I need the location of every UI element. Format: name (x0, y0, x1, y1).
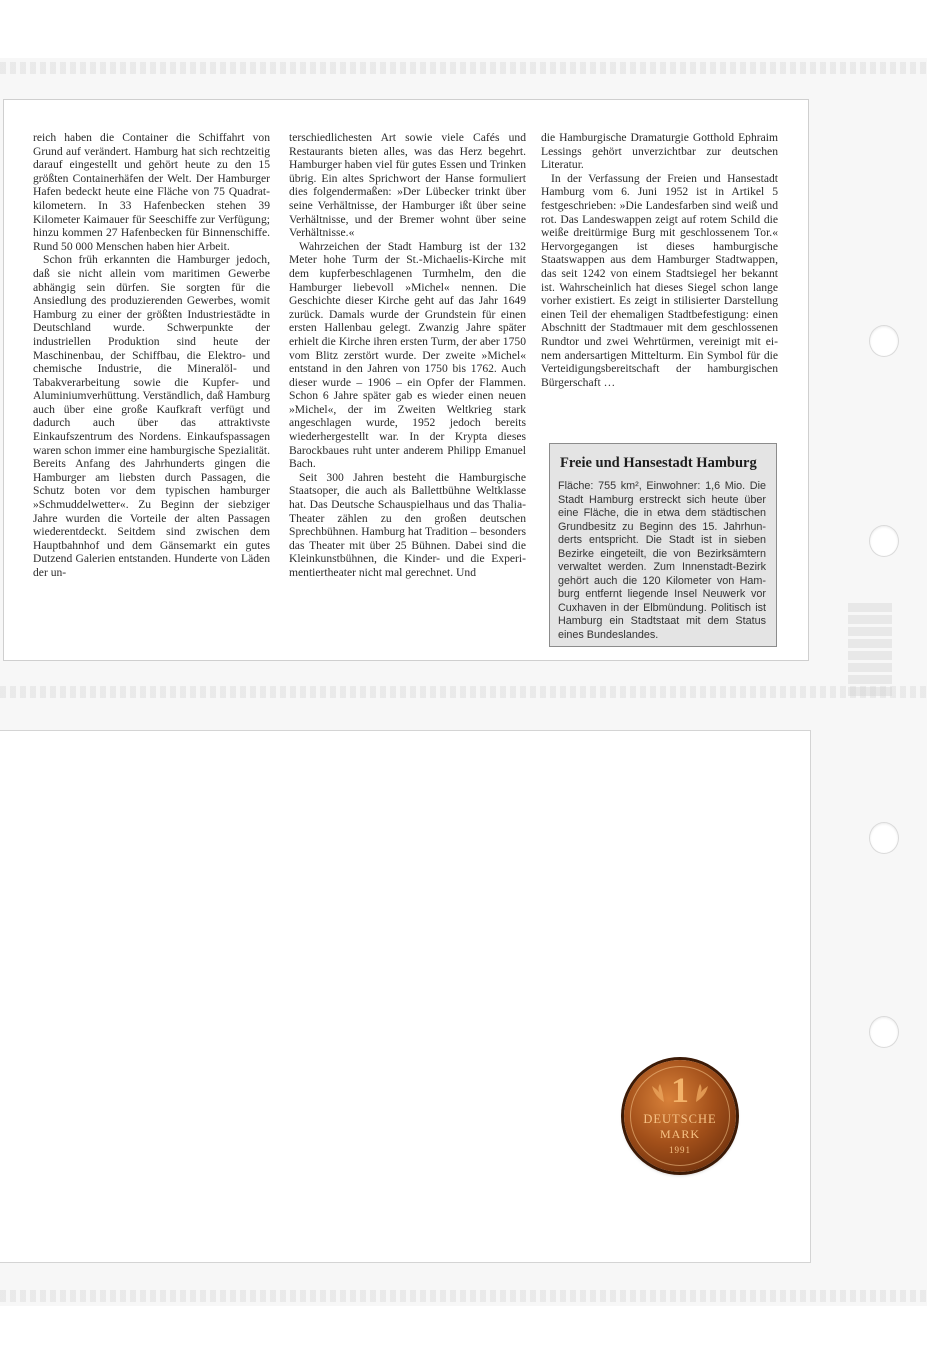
binder-hole-middle (869, 525, 899, 557)
info-card (3, 99, 809, 661)
binder-hole-lower (869, 822, 899, 854)
paragraph: Schon früh erkannten die Hamburger jedoch, daß sie nicht allein vom maritimen Gewerbe abhängig sein dürfen. Sie sorgten für die Ansiedlung des produzierenden Gewerbes, womit Hamburg zu einer der größten Industriestädte in Deutschland wurde. Schwerpunkte der industriellen Produktion sind heute der Maschinenbau, der Schiffbau, die Elektro- und chemische Industrie, die Mineralöl- und Tabakverarbeitung sowie die Kupfer- und Aluminiumverhüttung. Verständlich, daß Hamburg auch über eine große Kaufkraft verfügt und dadurch auch über das attraktivste Einkaufszentrum des Nordens. Einkaufspassagen waren schon immer eine hamburgische Spezialität. Bereits Anfang des Jahrhunderts gingen die Hamburger am liebsten durch Passagen, die Schutz boten vor dem typischen hamburger »Schmuddelwetter«. Zu Beginn der siebziger Jahre wurden die Vorteile der alten Passagen wiederentdeckt. Seitdem sind zwischen dem Hauptbahnhof und dem Gänsemarkt ein gutes Dutzend Galerien entstanden. Hunderte von Läden der un- (33, 253, 270, 579)
fact-box-text: Fläche: 755 km², Einwohner: 1,6 Mio. Die Stadt Hamburg erstreckt sich heute über eine Fläche, die in etwa dem städtischen Grundbesitz zu Beginn des 15. Jahrhunderts entspricht. Die Stadt ist in sieben Bezirke eingeteilt, die von Bezirksämtern verwaltet werden. Zum Innenstadt-Bezirk gehört auch die 120 Kilometer von Hamburg entfernt liegende Insel Neuwerk vor Cuxhaven in der Elbmündung. Politisch ist Hamburg ein Stadtstaat mit dem Status eines Bundeslandes. (558, 480, 766, 641)
paragraph: In der Verfassung der Freien und Hansestadt Hamburg vom 6. Juni 1952 ist in Artikel 5 festgeschrieben: »Die Landesfarben sind weiß und rot. Das Landeswappen zeigt auf rotem Schild die weiße dreitürmige Burg mit geschlossenem Tor.« Hervorgegangen ist dieses hamburgische Staatswappen aus dem Hamburger Stadtwappen, das seit 1242 von einem Stadtsiegel her bekannt ist. Wahrscheinlich hat dieses Siegel schon lange vorher existiert. Es zeigt in stilisierter Darstellung einen Teil der ehemaligen Stadtbefestigung: einen Abschnitt der Stadtmauer mit dem geschlossenen Rundtor und zwei Wehrtürmen, vereinigt mit einem andersartigen Mittelturm. Ein Symbol für die Verteidigungsbereitschaft der hamburgischen Bürgerschaft … (541, 171, 778, 389)
paragraph: reich haben die Container die Schiffahrt von Grund auf verändert. Hamburg hat sich rechtzeitig darauf eingestellt und gehört heute zu den 15 größten Containerhäfen der Welt. Der Hamburger Hafen bedeckt heute eine Fläche von 75 Quadratkilometern. In 33 Hafenbecken stehen 39 Kilometer Kaimauer für Seeschiffe zur Verfügung; hinzu kommen 27 Hafenbecken für Binnenschiffe. Rund 50 000 Menschen haben hier Arbeit. (33, 131, 270, 253)
sleeve-imprint (848, 600, 892, 730)
sleeve-top-edge (0, 62, 927, 74)
sleeve-bottom-edge (0, 1290, 927, 1302)
coin-inscription-deutsche: DEUTSCHE (643, 1112, 717, 1126)
paragraph: Seit 300 Jahren besteht die Hamburgische Staatsoper, die auch als Ballettbühne Weltklasse hat. Das Deutsche Schauspielhaus und das Thalia-Theater zählen zu den großen deutschen Sprechbühnen. Hamburg hat Tradition – besonders das Theater mit über 25 Bühnen. Dabei sind die Kleinkunstbühnen, die Kinder- und die Experimentiertheater nicht mal gerechnet. Und (289, 470, 526, 579)
binder-hole-top (869, 325, 899, 357)
binder-hole-bottom (869, 1016, 899, 1048)
paragraph: terschiedlichesten Art sowie viele Cafés und Restaurants bieten alles, was das Herz begehrt. Hamburger haben viel für gutes Essen und Trinken übrig. Ein altes Sprichwort der Hanse formuliert dies folgendermaßen: »Der Lübecker trinkt über seine Verhältnisse, der Hamburger ißt über seine Verhältnisse, und der Bremer wohnt über seine Verhältnisse.« (289, 131, 526, 240)
paragraph: Wahrzeichen der Stadt Hamburg ist der 132 Meter hohe Turm der St.-Michaelis-Kirche mit dem kupferbeschlagenen Turmhelm, den die Hamburger liebevoll »Michel« nennen. Die Geschichte dieser Kirche geht auf das Jahr 1649 zurück. Damals wurde der Grundstein für einen ersten Hallenbau gelegt. Zwanzig Jahre später erhielt die Kirche ihren ersten Turm, der aber 1750 vom Blitz zerstört wurde. Der zweite »Michel« entstand in den Jahren von 1750 bis 1762. Auch dieser wurde – 1906 – ein Opfer der Flammen. Schon 6 Jahre später gab es wieder einen neuen »Michel«, der im Zweiten Weltkrieg stark angeschlagen wurde, 1952 jedoch bereits wiederhergestellt war. In der Krypta dieses Barockbaues ruht unter anderem Philipp Emanuel Bach. (289, 239, 526, 471)
fact-box (549, 443, 777, 647)
fact-box-title: Freie und Hansestadt Hamburg (560, 455, 757, 471)
coin-envelope (0, 730, 811, 1263)
text-column-2 (289, 131, 526, 580)
coin-year: 1991 (669, 1145, 691, 1155)
sleeve-middle-edge (0, 686, 927, 698)
coin-1-deutsche-mark (624, 1060, 736, 1172)
coin-denomination: 1 (671, 1070, 689, 1110)
paragraph: die Hamburgische Dramaturgie Gotthold Ephraim Lessings gehört unverzichtbar zur deutschen Literatur. (541, 131, 778, 172)
text-column-1 (33, 131, 270, 580)
text-column-3 (541, 131, 778, 389)
coin-inscription-mark: MARK (659, 1127, 700, 1141)
